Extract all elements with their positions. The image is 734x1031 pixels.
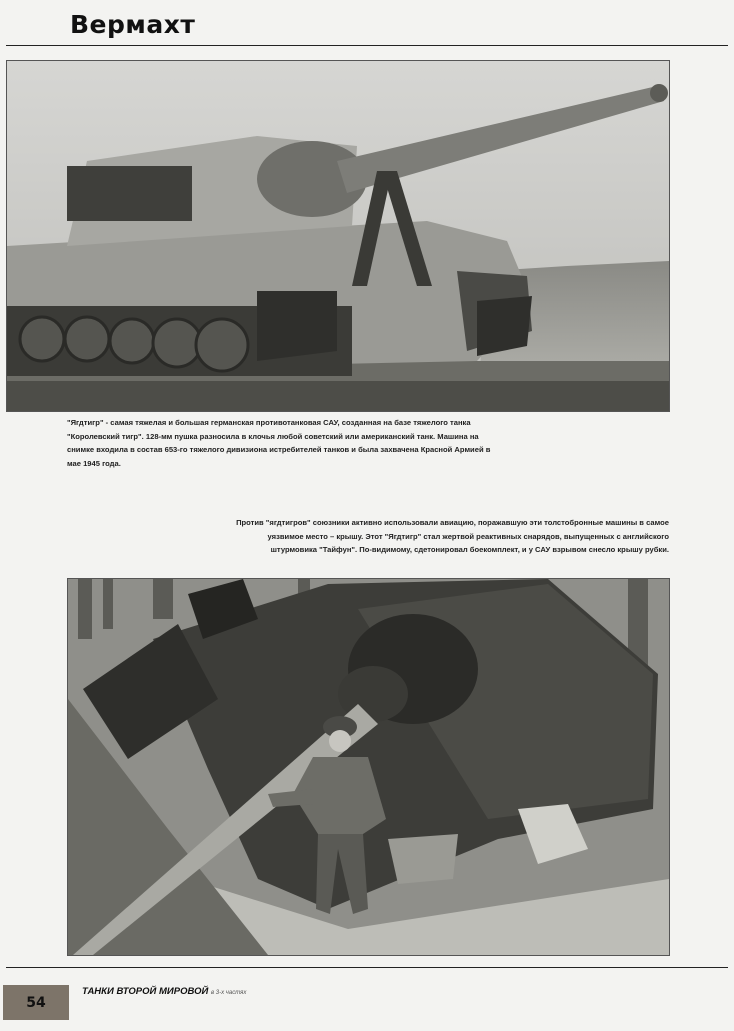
page-number-box xyxy=(3,985,69,1020)
footer-rule xyxy=(6,967,728,968)
running-footer xyxy=(82,986,246,997)
photo-jagdtiger-destroyed xyxy=(67,578,670,956)
header-rule xyxy=(6,45,728,46)
book-title: ТАНКИ ВТОРОЙ МИРОВОЙ xyxy=(82,986,209,997)
photo-caption-top: "Ягдтигр" - самая тяжелая и большая германская противотанковая САУ, созданная на базе тяжелого танка "Королевский тигр". 128-мм пушка разносила в клочья любой советский или американский танк. Машина на снимке входила в состав 653-го тяжелого дивизиона истребителей танков и была захвачена Красной Армией в мае 1945 года. xyxy=(67,418,491,469)
page-number: 54 xyxy=(26,994,46,1011)
section-title: Вермахт xyxy=(70,10,196,39)
book-subtitle: в 3-х частях xyxy=(210,990,247,996)
photo-jagdtiger-top xyxy=(6,60,670,412)
photo-caption-bottom: Против "ягдтигров" союзники активно использовали авиацию, поражавшую эти толстобронные машины в самое уязвимое место – крышу. Этот "Ягдтигр" стал жертвой реактивных снарядов, выпущенных с английского штурмовика "Тайфун". По-видимому, сдетонировал боекомплект, и у САУ взрывом снесло крышу рубки. xyxy=(236,518,669,555)
